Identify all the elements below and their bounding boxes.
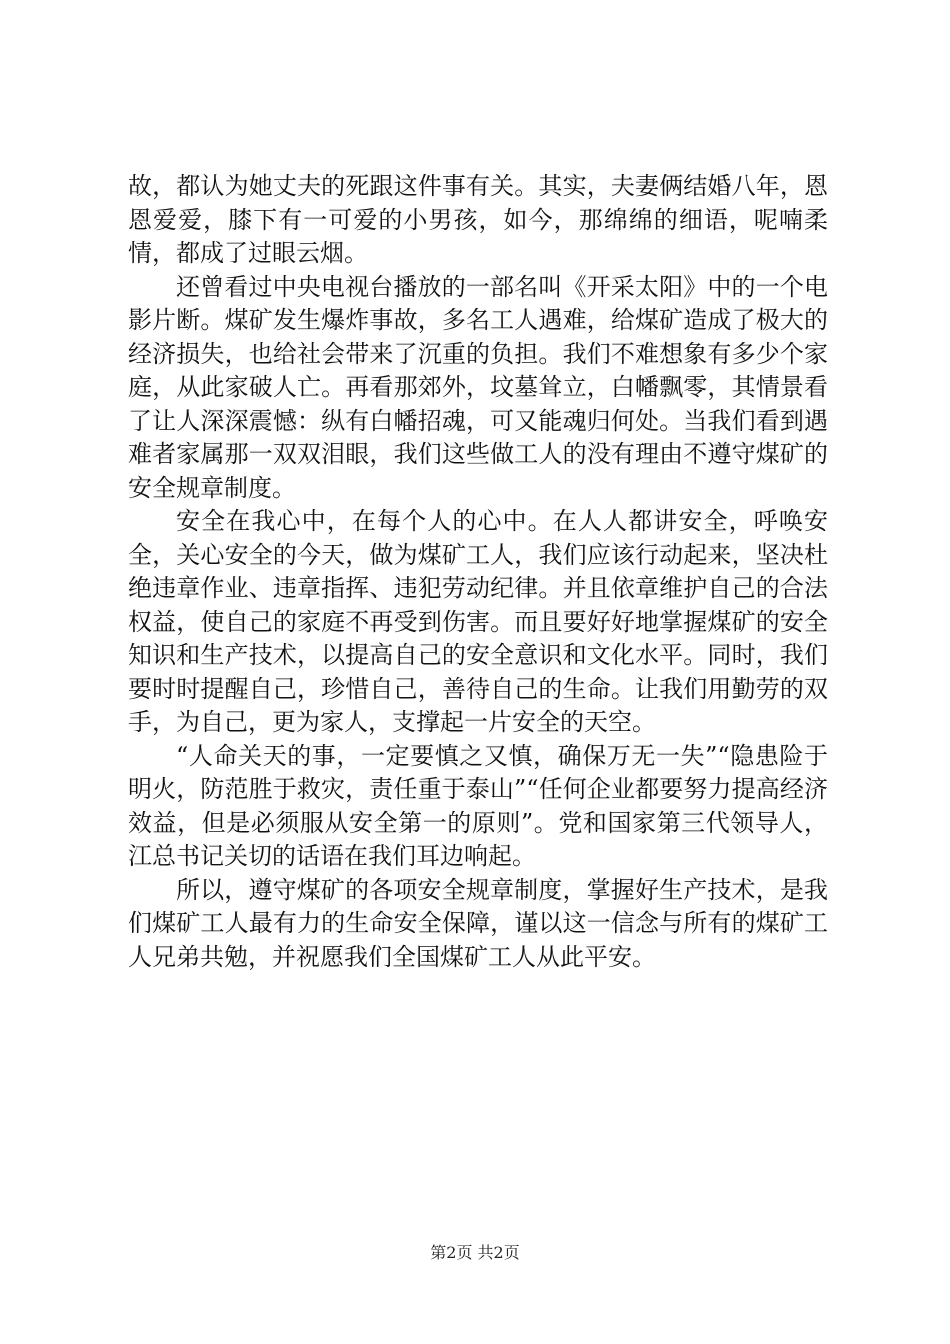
body-text <box>128 170 828 974</box>
paragraph-2: 还曾看过中央电视台播放的一部名叫《开采太阳》中的一个电影片断。煤矿发生爆炸事故，多名工人遇难，给煤矿造成了极大的经济损失，也给社会带来了沉重的负担。我们不难想象有多少个家庭，从此家破人亡。再看那郊外，坟墓耸立，白幡飘零，其情景看了让人深深震憾：纵有白幡招魂，可又能魂归何处。当我们看到遇难者家属那一双双泪眼，我们这些做工人的没有理由不遵守煤矿的安全规章制度。 <box>128 272 828 502</box>
page-number-footer: 第2页 共2页 <box>430 1243 520 1262</box>
paragraph-3: 安全在我心中，在每个人的心中。在人人都讲安全，呼唤安全，关心安全的今天，做为煤矿工人，我们应该行动起来，坚决杜绝违章作业、违章指挥、违犯劳动纪律。并且依章维护自己的合法权益，使自己的家庭不再受到伤害。而且要好好地掌握煤矿的安全知识和生产技术，以提高自己的安全意识和文化水平。同时，我们要时时提醒自己，珍惜自己，善待自己的生命。让我们用勤劳的双手，为自己，更为家人，支撑起一片安全的天空。 <box>128 507 828 736</box>
paragraph-5: 所以，遵守煤矿的各项安全规章制度，掌握好生产技术，是我们煤矿工人最有力的生命安全保障，谨以这一信念与所有的煤矿工人兄弟共勉，并祝愿我们全国煤矿工人从此平安。 <box>128 875 828 971</box>
paragraph-4: “人命关天的事，一定要慎之又慎，确保万无一失”“隐患险于明火，防范胜于救灾，责任重于泰山”“任何企业都要努力提高经济效益，但是必须服从安全第一的原则”。党和国家第三代领导人，江总书记关切的话语在我们耳边响起。 <box>128 741 828 870</box>
paragraph-1: 故，都认为她丈夫的死跟这件事有关。其实，夫妻俩结婚八年，恩恩爱爱，膝下有一可爱的小男孩，如今，那绵绵的细语，呢喃柔情，都成了过眼云烟。 <box>128 172 828 267</box>
